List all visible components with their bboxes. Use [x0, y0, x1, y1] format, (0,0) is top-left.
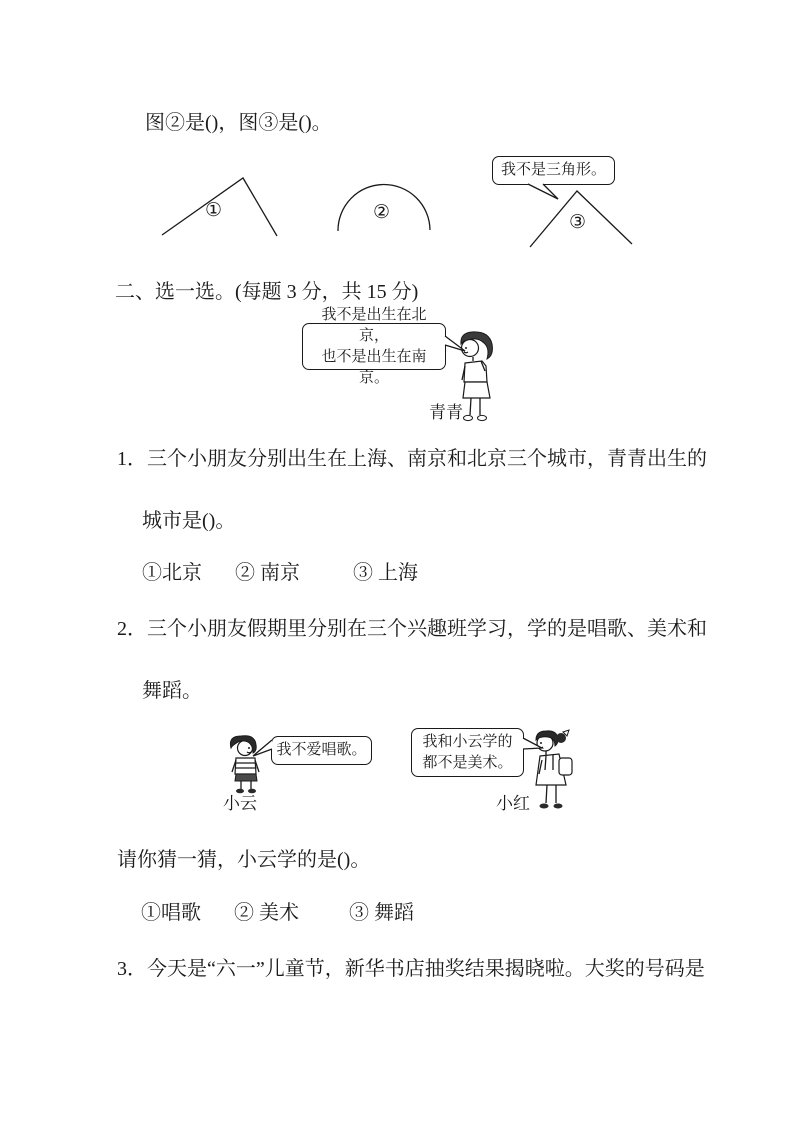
option-1: ①唱歌: [141, 902, 201, 924]
option-3: ③ 上海: [353, 562, 418, 584]
xiaohong-name-label: 小红: [496, 794, 530, 813]
xiaoyun-name-label: 小云: [223, 794, 257, 813]
question-2-line-1: 2．三个小朋友假期里分别在三个兴趣班学习，学的是唱歌、美术和: [117, 618, 707, 640]
intro-line: 图②是()，图③是()。: [145, 112, 332, 134]
figure-1-label: ①: [205, 200, 223, 221]
qingqing-bubble-line1: 我不是出生在北京，: [321, 306, 427, 344]
option-2: ② 南京: [235, 562, 300, 584]
question-3-line-1: 3．今天是“六一”儿童节，新华书店抽奖结果揭晓啦。大奖的号码是: [117, 958, 705, 980]
figure-3-label: ③: [569, 212, 587, 233]
xiaohong-speech-bubble: [411, 728, 524, 777]
option-3: ③ 舞蹈: [349, 902, 414, 924]
qingqing-bubble-line2: 也不是出生在南京。: [321, 348, 427, 386]
qingqing-name-label: 青青: [429, 403, 463, 422]
figure-3-bubble-text: 我不是三角形。: [500, 162, 606, 178]
question-1-line-2: 城市是()。: [142, 510, 236, 532]
figure-3-bubble-tail: [522, 183, 566, 202]
xiaohong-bubble-line1: 我和小云学的: [422, 733, 513, 750]
option-2: ② 美术: [234, 902, 299, 924]
qingqing-bubble-tail: [444, 334, 468, 358]
xiaohong-bubble-line2: 都不是美术。: [422, 754, 513, 771]
section-2-heading: 二、选一选。(每题 3 分，共 15 分): [115, 281, 419, 303]
question-2-line-2: 舞蹈。: [142, 680, 202, 702]
xiaoyun-speech-bubble: [271, 736, 372, 765]
figure-2-label: ②: [373, 202, 391, 223]
qingqing-speech-bubble: [302, 306, 446, 386]
xiaohong-bubble-tail: [522, 736, 544, 756]
question-1-line-1: 1．三个小朋友分别出生在上海、南京和北京三个城市，青青出生的: [117, 448, 707, 470]
figure-3-speech-bubble: [492, 156, 615, 185]
question-2-prompt: 请你猜一猜，小云学的是()。: [117, 849, 371, 871]
option-1: ①北京: [142, 562, 202, 584]
xiaoyun-bubble-text: 我不爱唱歌。: [276, 742, 367, 758]
xiaoyun-bubble-tail: [251, 738, 273, 759]
